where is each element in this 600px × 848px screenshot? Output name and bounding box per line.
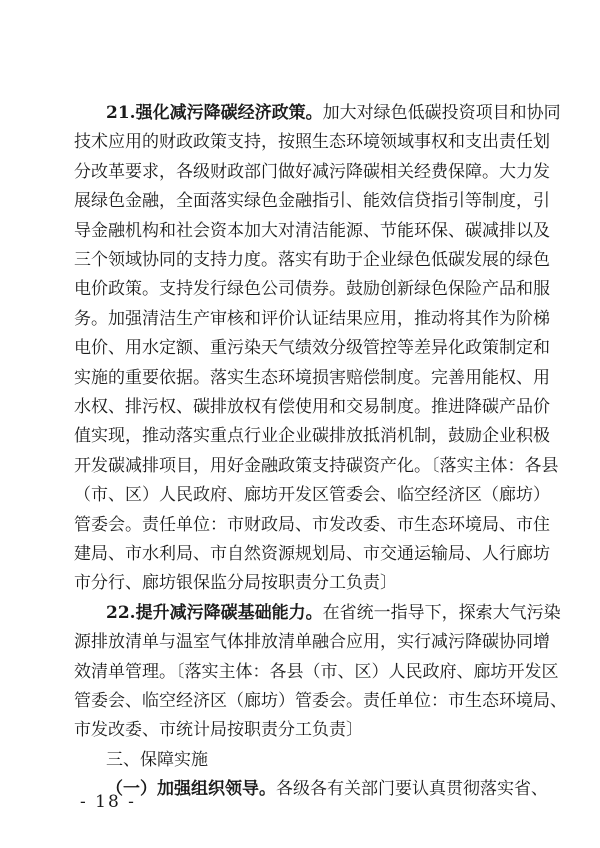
- item22-line: 效清单管理。〔落实主体：各县（市、区）人民政府、廊坊开发区: [74, 662, 559, 682]
- item22-line: 市发改委、市统计局按职责分工负责〕: [74, 720, 363, 740]
- page-number: - 18 -: [80, 792, 136, 812]
- item21-line: 电价政策。支持发行绿色公司债券。鼓励创新绿色保险产品和服: [74, 279, 550, 299]
- sub1-heading: （一）加强组织领导。: [106, 779, 276, 799]
- item22-line: 管委会、临空经济区（廊坊）管委会。责任单位：市生态环境局、: [74, 691, 567, 711]
- item21-line: 技术应用的财政政策支持，按照生态环境领域事权和支出责任划: [74, 132, 550, 152]
- item21-line: 三个领域协同的支持力度。落实有助于企业绿色低碳发展的绿色: [74, 250, 550, 270]
- item21-line: 市分行、廊坊银保监分局按职责分工负责〕: [74, 573, 397, 593]
- item21-line: 导金融机构和社会资本加大对清洁能源、节能环保、碳减排以及: [74, 221, 550, 241]
- item22-first-line: [106, 603, 561, 623]
- item21-line: 建局、市水利局、市自然资源规划局、市交通运输局、人行廊坊: [74, 544, 550, 564]
- item21-line: 务。加强清洁生产审核和评价认证结果应用，推动将其作为阶梯: [74, 309, 550, 329]
- item21-heading: 21.强化减污降碳经济政策。: [106, 103, 323, 123]
- item21-first-line-text: 加大对绿色低碳投资项目和协同: [322, 103, 561, 123]
- item21-line: 值实现，推动落实重点行业企业碳排放抵消机制，鼓励企业积极: [74, 426, 550, 446]
- item21-line: 开发碳减排项目，用好金融政策支持碳资产化。〔落实主体：各县: [74, 456, 559, 476]
- item21-first-line: [106, 103, 561, 123]
- item21-line: 水权、排污权、碳排放权有偿使用和交易制度。推进降碳产品价: [74, 397, 550, 417]
- section3-heading: 三、保障实施: [106, 750, 208, 770]
- item22-line: 源排放清单与温室气体排放清单融合应用，实行减污降碳协同增: [74, 632, 550, 652]
- item21-line: 管委会。责任单位：市财政局、市发改委、市生态环境局、市住: [74, 515, 550, 535]
- sub1-first-line: [106, 779, 548, 799]
- item22-heading: 22.提升减污降碳基础能力。: [106, 603, 323, 623]
- sub1-text: 各级各有关部门要认真贯彻落实省、: [276, 779, 548, 799]
- item21-line: 实施的重要依据。落实生态环境损害赔偿制度。完善用能权、用: [74, 368, 550, 388]
- item21-line: （市、区）人民政府、廊坊开发区管委会、临空经济区（廊坊）: [74, 485, 550, 505]
- item21-line: 展绿色金融，全面落实绿色金融指引、能效信贷指引等制度，引: [74, 191, 550, 211]
- item21-line: 分改革要求，各级财政部门做好减污降碳相关经费保障。大力发: [74, 162, 550, 182]
- item22-first-line-text: 在省统一指导下，探索大气污染: [322, 603, 561, 623]
- item21-line: 电价、用水定额、重污染天气绩效分级管控等差异化政策制定和: [74, 338, 550, 358]
